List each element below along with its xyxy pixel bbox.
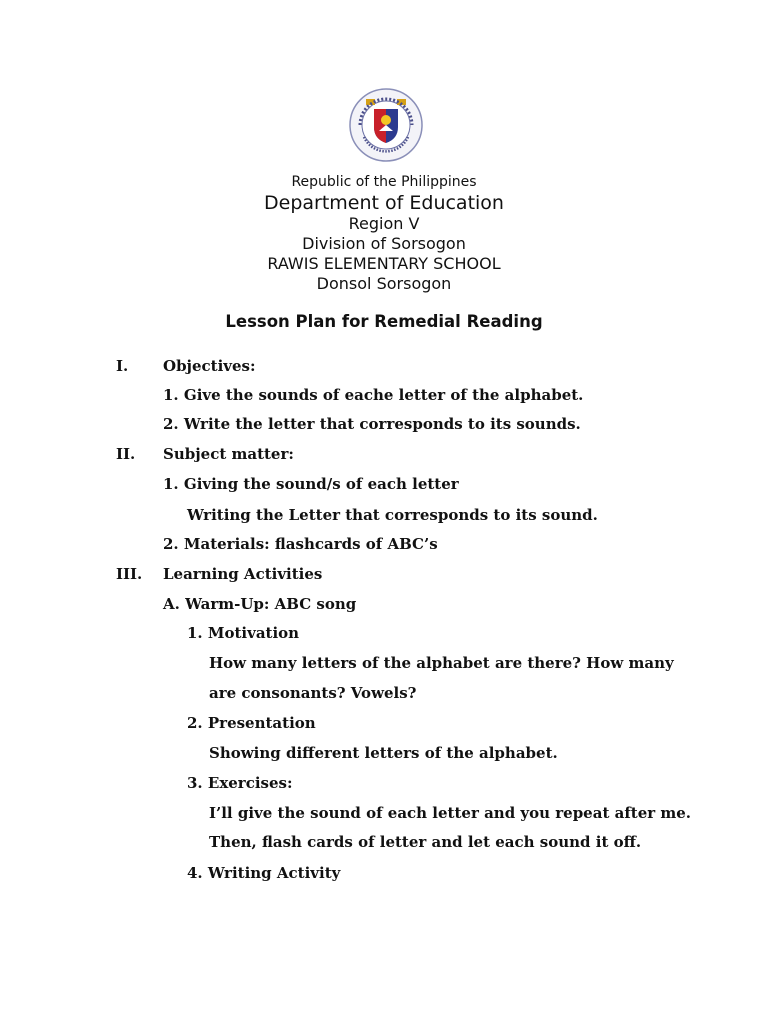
school-line: RAWIS ELEMENTARY SCHOOL <box>267 254 501 273</box>
list-item: 4. Writing Activity <box>187 864 341 882</box>
section-numeral: III. <box>116 565 143 583</box>
section-numeral: II. <box>116 445 136 463</box>
list-item: 3. Exercises: <box>187 774 293 792</box>
list-item: 2. Materials: flashcards of ABC’s <box>163 535 438 553</box>
list-item: 1. Giving the sound/s of each letter <box>163 475 459 493</box>
list-item: Then, flash cards of letter and let each sound it off. <box>209 833 642 851</box>
section-numeral: I. <box>116 357 129 375</box>
list-item: How many letters of the alphabet are there? How many <box>209 654 674 672</box>
list-item: are consonants? Vowels? <box>209 684 417 702</box>
region-line: Region V <box>348 214 420 233</box>
list-item: 2. Write the letter that corresponds to its sounds. <box>163 415 581 433</box>
list-item: Writing the Letter that corresponds to its sound. <box>187 506 598 524</box>
section-heading: Objectives: <box>163 357 256 375</box>
list-item: Showing different letters of the alphabet. <box>209 744 558 762</box>
list-item: I’ll give the sound of each letter and you repeat after me. <box>209 804 692 822</box>
list-item: A. Warm-Up: ABC song <box>163 595 357 613</box>
list-item: 1. Give the sounds of eache letter of the alphabet. <box>163 386 584 404</box>
deped-seal-logo <box>348 87 424 163</box>
lesson-title: Lesson Plan for Remedial Reading <box>225 312 543 331</box>
list-item: 2. Presentation <box>187 714 316 732</box>
republic-line: Republic of the Philippines <box>291 174 477 190</box>
department-line: Department of Education <box>264 192 504 214</box>
section-heading: Learning Activities <box>163 565 323 583</box>
division-line: Division of Sorsogon <box>302 234 466 253</box>
location-line: Donsol Sorsogon <box>316 274 452 293</box>
section-heading: Subject matter: <box>163 445 294 463</box>
list-item: 1. Motivation <box>187 624 300 642</box>
